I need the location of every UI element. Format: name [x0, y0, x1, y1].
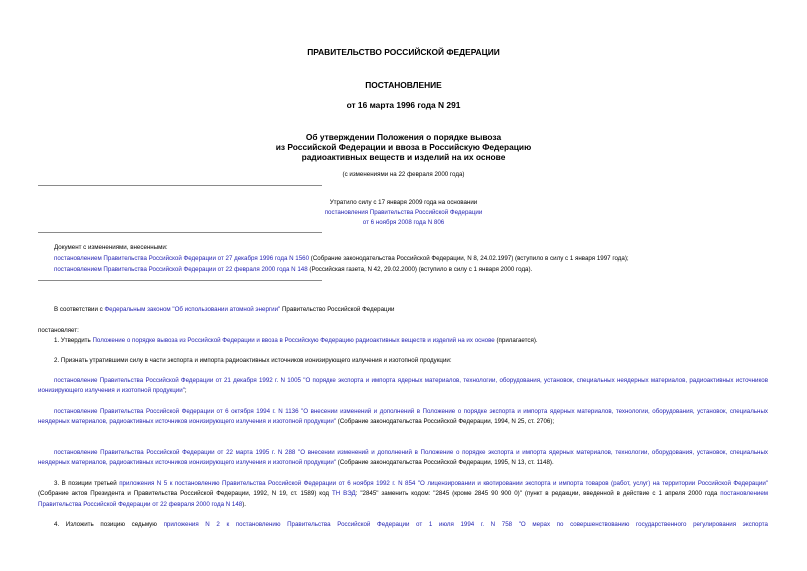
preamble-text: В соответствии с — [54, 306, 105, 313]
change-item — [54, 255, 629, 262]
repealed-link[interactable]: постановление Правительства Российской Федерации от 6 октября 1994 г. N 1136 "О внесении изменений и дополнений в Положение о порядке экспорта и импорта ядерных материалов, технологии, оборудования, установок, специальных неядерных материалов, радиоактивных источников ионизирующего излучения и изотопной продукции" — [38, 408, 768, 426]
paragraph-text: (Собрание законодательства Российской Федерации, 1994, N 25, ст. 2706); — [336, 418, 555, 426]
preamble-text: Правительство Российской Федерации — [280, 306, 395, 313]
paragraph-4 — [38, 520, 768, 530]
document-date-number: от 16 марта 1996 года N 291 — [346, 100, 461, 110]
amendment-link[interactable]: постановлением Правительства Российской Федерации от 22 февраля 2000 года N 148 — [38, 490, 769, 508]
paragraph-text: 4. Изложить позицию седьмую — [54, 521, 164, 528]
appendix-link[interactable]: приложения N 5 к постановлению Правительства Российской Федерации от 6 ноября 1992 г. N 854 "О лицензировании и квотировании экспорта и импорта товаров (работ, услуг) на территории Российской Федерации" — [119, 480, 769, 487]
government-header: ПРАВИТЕЛЬСТВО РОССИЙСКОЙ ФЕДЕРАЦИИ — [307, 47, 500, 57]
atomic-energy-law-link[interactable]: Федеральным законом "Об использовании атомной энергии" — [104, 306, 281, 313]
paragraph-text: (Собрание актов Президента и Правительства Российской Федерации, 1992, N 19, ст. 1589) код — [38, 490, 332, 498]
repealed-item-1 — [38, 376, 768, 397]
change-text: (Собрание законодательства Российской Федерации, N 8, 24.02.1997) (вступило в силу с 1 января 1997 года); — [309, 255, 629, 262]
divider — [38, 280, 322, 281]
paragraph-text: (Собрание законодательства Российской Федерации, 1995, N 13, ст. 1148). — [336, 459, 554, 467]
change-item — [54, 266, 532, 273]
title-line: радиоактивных веществ и изделий на их основе — [301, 152, 506, 163]
divider — [38, 185, 322, 186]
paragraph-text: (прилагается). — [494, 337, 538, 344]
change-link[interactable]: постановлением Правительства Российской Федерации от 22 февраля 2000 года N 148 — [54, 266, 308, 273]
paragraph-1 — [54, 337, 538, 344]
divider — [38, 232, 322, 233]
regulation-link[interactable]: Положение о порядке вывоза из Российской Федерации и ввоза в Российскую Федерацию радиоактивных веществ и изделий на их основе — [92, 337, 495, 344]
paragraph-text: : "2845" заменить кодом: "2845 (кроме 2845 90 900 0)" (пункт в редакции, введенной в действие с 1 апреля 2000 года — [355, 490, 721, 498]
repealed-link[interactable]: постановление Правительства Российской Федерации от 21 декабря 1992 г. N 1005 "О порядке экспорта и импорта ядерных материалов, технологии, оборудования, установок, специальных неядерных материалов, радиоактивных источников ионизирующего излучения и изотопной продукции" — [38, 377, 768, 395]
paragraph-3 — [38, 479, 768, 510]
preamble — [54, 306, 394, 313]
title-line: Об утверждении Положения о порядке вывоза — [305, 132, 502, 142]
paragraph-2: 2. Признать утратившими силу в части экспорта и импорта радиоактивных источников ионизирующего излучения и изотопной продукции: — [54, 357, 452, 364]
document-type: ПОСТАНОВЛЕНИЕ — [365, 80, 442, 90]
paragraph-text: 3. В позиции третьей — [54, 480, 120, 487]
title-line: из Российской Федерации и ввоза в Российскую Федерацию — [275, 142, 532, 153]
amendment-note: (с изменениями на 22 февраля 2000 года) — [342, 171, 465, 178]
appendix-link[interactable]: приложения N 2 к постановлению Правительства Российской Федерации от 1 июля 1994 г. N 758 "О мерах по совершенствованию государственного регулирования экспорта — [163, 521, 768, 528]
paragraph-text: 1. Утвердить — [54, 337, 93, 344]
change-text: (Российская газета, N 42, 29.02.2000) (вступило в силу с 1 января 2000 года). — [307, 266, 533, 273]
change-link[interactable]: постановлением Правительства Российской Федерации от 27 декабря 1996 года N 1560 — [54, 255, 310, 262]
paragraph-text: ). — [242, 500, 247, 508]
document-title — [0, 132, 807, 163]
paragraph-text: ; — [184, 387, 187, 395]
repealed-item-2 — [38, 407, 768, 428]
repeal-link[interactable]: постановления Правительства Российской Федерации — [324, 209, 483, 216]
repealed-item-3 — [38, 448, 768, 469]
repeal-link-date[interactable]: от 6 ноября 2008 года N 806 — [362, 219, 445, 226]
changes-intro: Документ с изменениями, внесенными: — [54, 244, 168, 251]
tnved-link[interactable]: ТН ВЭД — [331, 490, 356, 498]
decides-label: постановляет: — [38, 327, 79, 334]
expired-notice: Утратило силу с 17 января 2009 года на основании — [329, 199, 478, 206]
repealed-link[interactable]: постановление Правительства Российской Федерации от 22 марта 1995 г. N 288 "О внесении изменений и дополнений в Положение о порядке экспорта и импорта ядерных материалов, технологии, оборудования, установок, специальных неядерных материалов, радиоактивных источников ионизирующего излучения и изотопной продукции" — [38, 449, 768, 467]
